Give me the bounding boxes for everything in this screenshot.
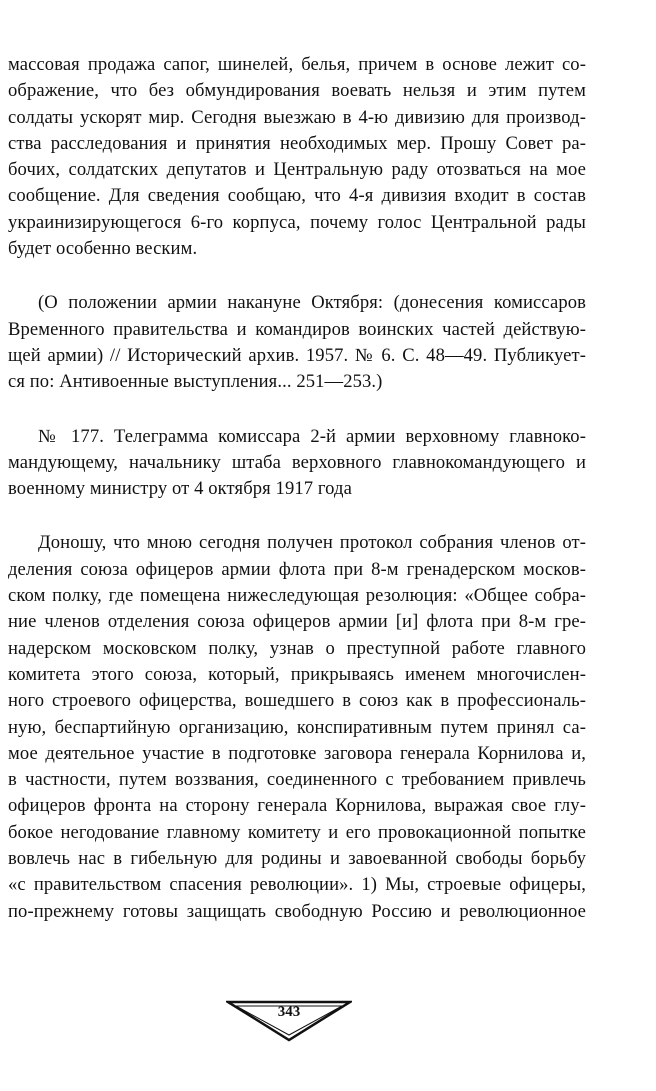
text-line: солдаты ускорят мир. Сегодня выезжаю в 4-ю дивизию для производ-	[8, 106, 586, 128]
page-footer	[226, 1000, 352, 1044]
text-line: ние членов отделения союза офицеров армии [и] флота при 8-м гре-	[8, 611, 586, 633]
page-number: 343	[277, 1004, 301, 1020]
document-heading	[8, 424, 586, 503]
text-line: украинизирующегося 6-го корпуса, почему голос Центральной рады	[8, 211, 586, 233]
text-line: Временного правительства и командиров воинских частей действую-	[8, 318, 586, 340]
text-line: бокое негодование главному комитету и его провокационной попытке	[8, 821, 586, 843]
text-line: военному министру от 4 октября 1917 года	[8, 478, 352, 500]
paragraph-body-1	[8, 52, 586, 262]
text-line: сообщение. Для сведения сообщаю, что 4-я дивизия входит в состав	[8, 185, 586, 207]
paragraph-gap	[8, 262, 586, 290]
text-line: Доношу, что мною сегодня получен протокол собрания членов от-	[38, 532, 586, 554]
text-line: «с правительством спасения революции». 1) Мы, строевые офицеры,	[8, 874, 586, 896]
text-line: офицеров фронта на сторону генерала Корнилова, выражая свое глу-	[8, 795, 586, 817]
text-line: в частности, путем воззвания, соединенного с требованием привлечь	[8, 769, 586, 791]
text-line: № 177. Телеграмма комиссара 2-й армии верховному главноко-	[38, 425, 586, 447]
text-line: ную, беспартийную организацию, конспиративным путем принял са-	[8, 716, 586, 738]
text-line: массовая продажа сапог, шинелей, белья, причем в основе лежит со-	[8, 54, 586, 75]
paragraph-gap	[8, 502, 586, 530]
source-note	[8, 290, 586, 395]
text-line: ображение, что без обмундирования воевать нельзя и этим путем	[8, 80, 586, 102]
text-line: ся по: Антивоенные выступления... 251—253.)	[8, 371, 383, 393]
text-line: будет особенно веским.	[8, 238, 198, 260]
text-line: деления союза офицеров армии флота при 8-м гренадерском москов-	[8, 558, 586, 580]
paragraph-gap	[8, 396, 586, 424]
text-line: ного строевого офицерства, вошедшего в союз как в профессиональ-	[8, 690, 586, 712]
text-line: ском полку, где помещена нижеследующая резолюция: «Общее собра-	[8, 585, 586, 607]
text-line: бочих, солдатских депутатов и Центральную раду отозваться на мое	[8, 159, 586, 181]
text-line: (О положении армии накануне Октября: (донесения комиссаров	[38, 292, 586, 314]
text-line: щей армии) // Исторический архив. 1957. № 6. С. 48—49. Публикует-	[8, 344, 586, 366]
paragraph-body-2	[8, 530, 586, 924]
text-line: мандующему, начальнику штаба верховного главнокомандующего и	[8, 451, 586, 473]
page-body	[8, 52, 586, 925]
text-line: по-прежнему готовы защищать свободную Россию и революционное	[8, 900, 586, 922]
text-line: ства расследования и принятия необходимых мер. Прошу Совет ра-	[8, 132, 586, 154]
text-line: мое деятельное участие в подготовке заговора генерала Корнилова и,	[8, 742, 586, 764]
text-line: надерском московском полку, узнав о преступной работе главного	[8, 637, 586, 659]
text-line: вовлечь нас в гибельную для родины и завоеванной свободы борьбу	[8, 848, 586, 870]
text-line: комитета этого союза, который, прикрываясь именем многочислен-	[8, 663, 586, 685]
